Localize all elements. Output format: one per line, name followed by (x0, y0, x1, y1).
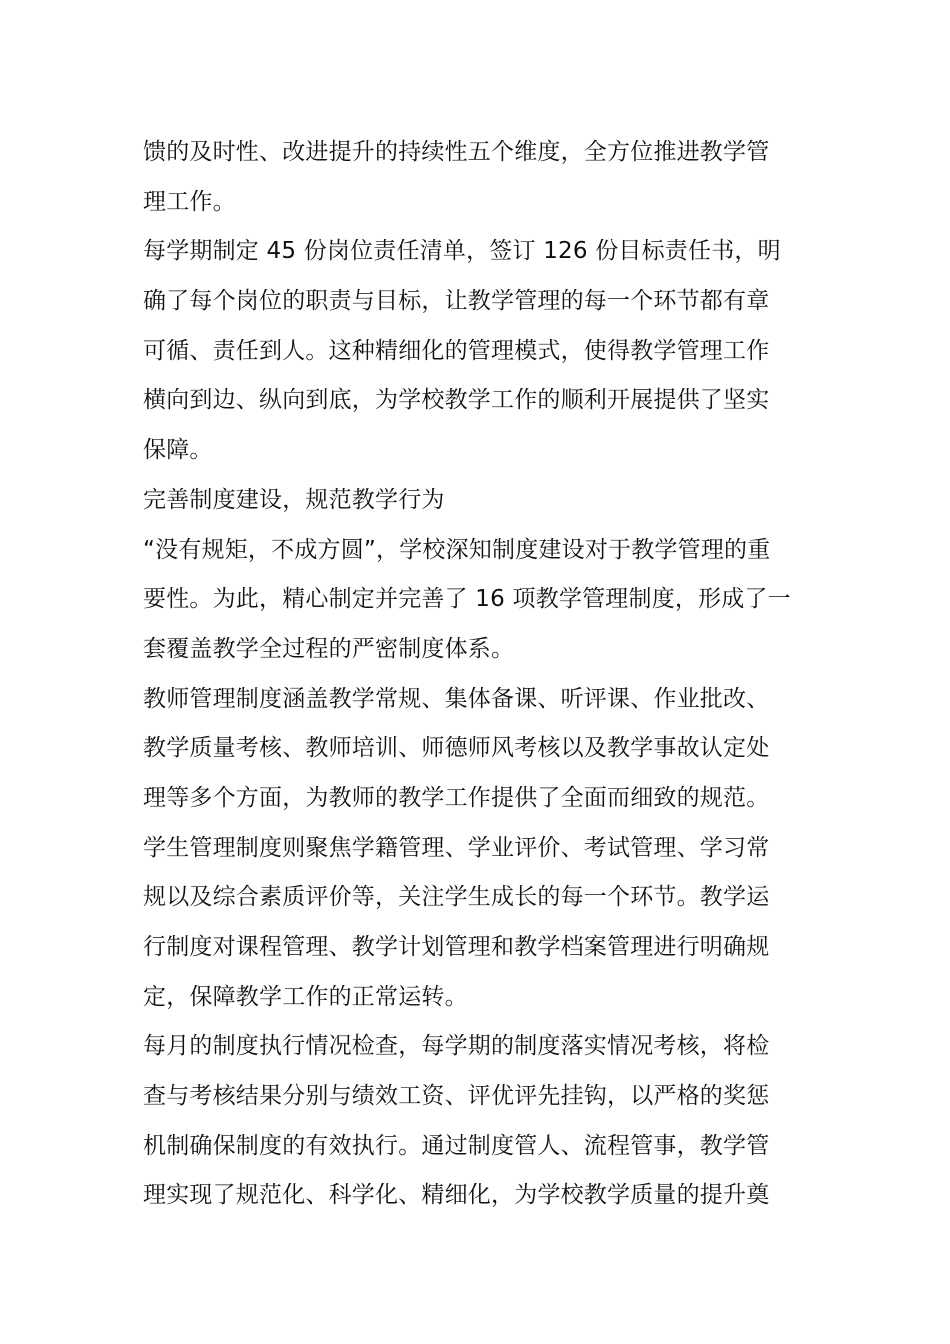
text-line-20: 查与考核结果分别与绩效工资、评优评先挂钩，以严格的奖惩 (143, 1083, 770, 1110)
text-line-22: 理实现了规范化、科学化、精细化，为学校教学质量的提升奠 (143, 1182, 770, 1209)
text-line-7: 保障。 (143, 437, 213, 464)
text-line-12: 教师管理制度涵盖教学常规、集体备课、听评课、作业批改、 (143, 685, 770, 712)
text-line-16: 规以及综合素质评价等，关注学生成长的每一个环节。教学运 (143, 884, 770, 911)
text-line-18: 定，保障教学工作的正常运转。 (143, 983, 468, 1010)
text-line-15: 学生管理制度则聚焦学籍管理、学业评价、考试管理、学习常 (143, 834, 770, 861)
text-line-11: 套覆盖教学全过程的严密制度体系。 (143, 635, 515, 662)
section-heading: 完善制度建设，规范教学行为 (143, 486, 445, 513)
text-line-1: 馈的及时性、改进提升的持续性五个维度，全方位推进教学管 (143, 139, 770, 165)
text-line-19: 每月的制度执行情况检查，每学期的制度落实情况考核，将检 (143, 1033, 770, 1060)
text-line-10: 要性。为此，精心制定并完善了 16 项教学管理制度，形成了一 (143, 586, 791, 613)
text-line-17: 行制度对课程管理、教学计划管理和教学档案管理进行明确规 (143, 934, 770, 960)
body-text (143, 128, 808, 1221)
text-line-3: 每学期制定 45 份岗位责任清单，签订 126 份目标责任书，明 (143, 238, 781, 265)
text-line-14: 理等多个方面，为教师的教学工作提供了全面而细致的规范。 (143, 784, 770, 811)
text-line-9: “没有规矩，不成方圆”，学校深知制度建设对于教学管理的重 (143, 536, 771, 563)
text-line-5: 可循、责任到人。这种精细化的管理模式，使得教学管理工作 (143, 337, 770, 364)
text-line-21: 机制确保制度的有效执行。通过制度管人、流程管事，教学管 (143, 1132, 770, 1159)
text-line-2: 理工作。 (143, 188, 236, 215)
text-line-13: 教学质量考核、教师培训、师德师风考核以及教学事故认定处 (143, 735, 770, 762)
text-line-6: 横向到边、纵向到底，为学校教学工作的顺利开展提供了坚实 (143, 387, 770, 414)
text-line-4: 确了每个岗位的职责与目标，让教学管理的每一个环节都有章 (143, 288, 770, 315)
